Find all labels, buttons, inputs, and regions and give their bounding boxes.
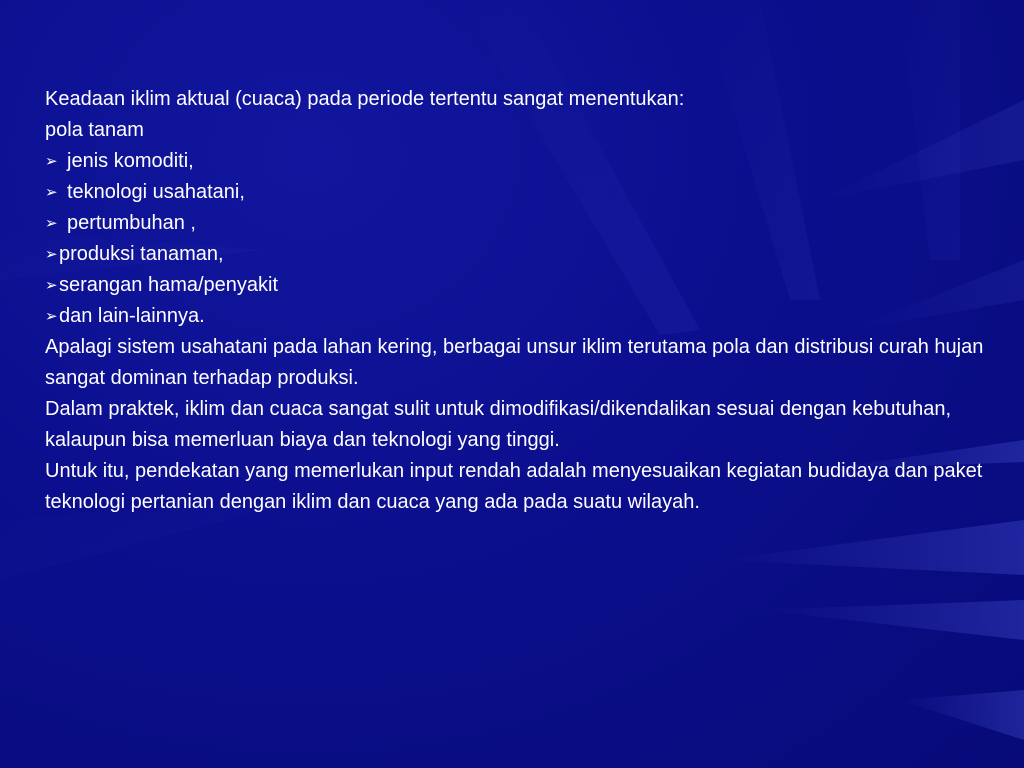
slide-body [45, 84, 1005, 518]
paragraph-praktek: Dalam praktek, iklim dan cuaca sangat sulit untuk dimodifikasi/dikendalikan sesuai dengan kebutuhan, kalaupun bisa memerluan biaya dan teknologi yang tinggi. [45, 398, 952, 451]
arrow-bullet-icon: ➢ [45, 308, 58, 325]
paragraph-lahan-kering: Apalagi sistem usahatani pada lahan kering, berbagai unsur iklim terutama pola dan distribusi curah hujan sangat dominan terhadap produksi. [45, 336, 984, 389]
list-item-text: dan lain-lainnya. [59, 305, 205, 327]
list-item [45, 239, 1005, 270]
list-item-text: jenis komoditi, [67, 150, 194, 172]
list-item-text: pertumbuhan , [67, 212, 196, 234]
arrow-bullet-icon: ➢ [45, 153, 58, 170]
paragraph-pendekatan: Untuk itu, pendekatan yang memerlukan input rendah adalah menyesuaikan kegiatan budidaya dan paket teknologi pertanian dengan iklim dan cuaca yang ada pada suatu wilayah. [45, 460, 983, 513]
list-item-text: serangan hama/penyakit [59, 274, 279, 296]
arrow-bullet-icon: ➢ [45, 215, 58, 232]
arrow-bullet-icon: ➢ [45, 277, 58, 294]
list-item [45, 146, 1005, 177]
arrow-bullet-icon: ➢ [45, 184, 58, 201]
subheading-pola-tanam: pola tanam [45, 119, 144, 141]
list-item [45, 301, 1005, 332]
list-item [45, 208, 1005, 239]
list-item [45, 270, 1005, 301]
intro-text: Keadaan iklim aktual (cuaca) pada periode tertentu sangat menentukan: [45, 88, 685, 110]
list-item [45, 177, 1005, 208]
arrow-bullet-icon: ➢ [45, 246, 58, 263]
list-item-text: teknologi usahatani, [67, 181, 245, 203]
list-item-text: produksi tanaman, [59, 243, 224, 265]
